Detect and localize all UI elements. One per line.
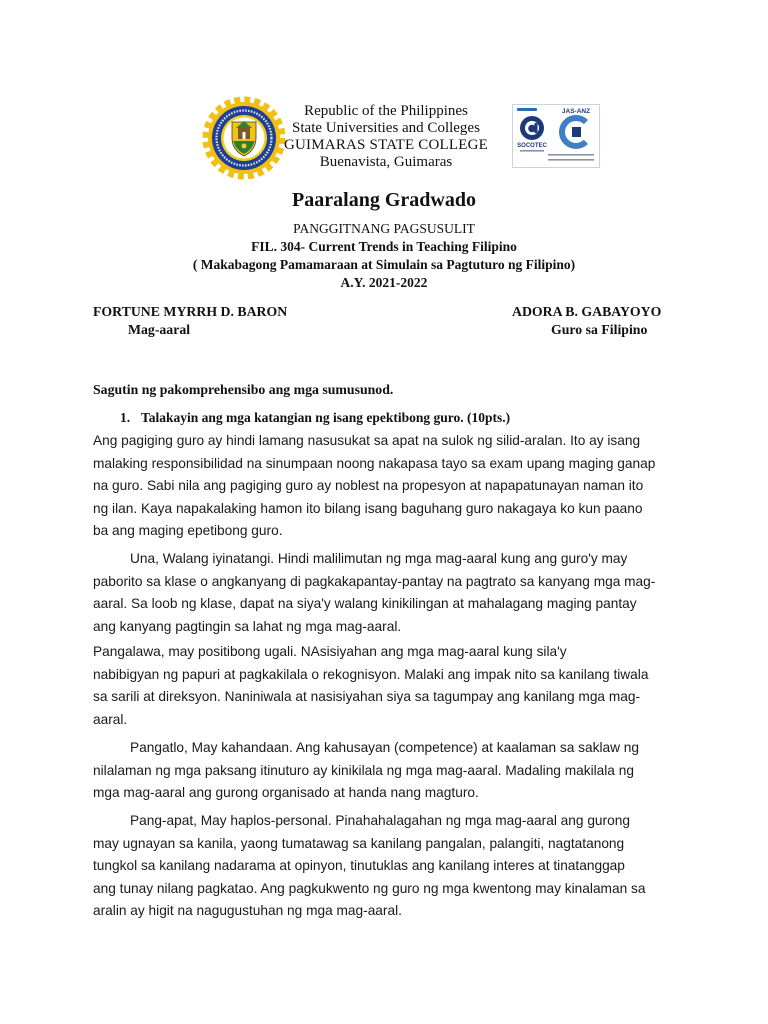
institution-header: [236, 103, 536, 171]
answer-line: Una, Walang iyinatangi. Hindi malilimutan ng mga mag-aaral kung ang guro'y may: [130, 551, 628, 566]
badge-wordmark-bar: [517, 108, 537, 111]
answer-line: aralin ay higit na nagugustuhan ng mga mag-aaral.: [93, 903, 402, 918]
badge-cert-line-1: [548, 154, 594, 156]
answer-line: malaking responsibilidad na sinumpaan noong nakapasa tayo sa exam upang maging ganap: [93, 455, 656, 471]
socotec-letter-stem: [535, 123, 538, 133]
answer-line: Pang-apat, May haplos-personal. Pinahahalagahan ng mga mag-aaral ang gurong: [130, 813, 630, 828]
answer-line: sa sarili at direksyon. Naniniwala at nasisiyahan siya sa tagumpay ang kanilang mga mag-: [93, 689, 641, 704]
course-title: FIL. 304- Current Trends in Teaching Filipino: [251, 239, 517, 254]
answer-line: aaral.: [93, 711, 128, 727]
answer-line: na guro. Sabi nila ang pagiging guro ay noblest na propesyon at napapatunayan naman ito: [93, 478, 644, 493]
answer-line: paborito sa klase o angkanyang di pagkakapantay-pantay na pagtrato sa kanyang mga mag-: [93, 573, 656, 589]
answer-line: ang tunay nilang pagkatao. Ang pagkukwento ng guro ng mga kwentong may kinalaman sa: [93, 880, 646, 896]
answer-line: ng ilan. Kaya napakalaking hamon ito bilang isang baguhang guro nakagaya ko kun paano: [93, 500, 643, 516]
teacher-role: Guro sa Filipino: [551, 322, 648, 337]
answer-line: ba ang maging epetibong guro.: [93, 523, 283, 538]
answer-paragraph-5: [93, 810, 645, 923]
teacher-name: ADORA B. GABAYOYO: [512, 304, 662, 319]
question-number: 1.: [120, 410, 131, 425]
answer-line: aaral. Sa loob ng klase, dapat na siya'y walang kinikilingan at mahalagang maging pantay: [93, 596, 637, 611]
answer-paragraph-4: [93, 737, 639, 805]
badge-reg-line: [520, 150, 544, 152]
school-title: Paaralang Gradwado: [292, 189, 476, 211]
answer-line: Pangatlo, May kahandaan. Ang kahusayan (competence) at kaalaman sa saklaw ng: [130, 740, 640, 755]
academic-year: A.Y. 2021-2022: [340, 275, 428, 290]
answer-line: mga mag-aaral ang gurong organisado at handa nang magturo.: [93, 785, 479, 800]
answer-line: Ang pagiging guro ay hindi lamang nasusukat sa apat na sulok ng silid-aralan. Ito ay isang: [93, 433, 641, 448]
jas-anz-square-mark: [572, 127, 581, 137]
student-name: FORTUNE MYRRH D. BARON: [93, 304, 288, 319]
socotec-lettering: SOCOTEC: [517, 143, 547, 149]
student-role: Mag-aaral: [128, 322, 191, 337]
republic-line: Republic of the Philippines: [304, 103, 468, 119]
answer-line: nabibigyan ng papuri at pagkakilala o rekognisyon. Malaki ang impak nito sa kanilang tiwala: [93, 666, 649, 682]
answer-paragraph-1: [93, 430, 655, 543]
instruction-text: Sagutin ng pakomprehensibo ang mga sumusunod.: [93, 382, 394, 397]
badge-cert-line-2: [548, 159, 594, 161]
answer-paragraph-2: [93, 548, 655, 638]
jas-anz-lettering: JAS-ANZ: [561, 108, 591, 115]
college-name: GUIMARAS STATE COLLEGE: [283, 137, 489, 153]
teacher-block: [512, 303, 661, 339]
suc-line: State Universities and Colleges: [292, 120, 480, 136]
answer-line: ang kanyang pagtingin sa lahat ng mga mag-aaral.: [93, 618, 402, 634]
certification-badge-icon: [512, 104, 600, 168]
answer-paragraph-3: [93, 641, 648, 731]
student-block: [93, 303, 287, 339]
answer-line: nilalaman ng mga paksang itinuturo ay kinikilala ng mga mag-aaral. Madaling makilala ng: [93, 762, 634, 778]
exam-title: PANGGITNANG PAGSUSULIT: [293, 221, 475, 236]
course-subtitle: ( Makabagong Pamamaraan at Simulain sa Pagtuturo ng Filipino): [192, 257, 576, 272]
exam-header: [134, 220, 634, 292]
answer-line: may ugnayan sa kanila, yaong tumatawag sa kanilang pangalan, palangiti, nagtatanong: [93, 835, 625, 851]
answer-line: tungkol sa kanilang nadarama at opinyon, tinutuklas ang kanilang interes at tinatanggap: [93, 858, 625, 873]
answer-line: Pangalawa, may positibong ugali. NAsisiyahan ang mga mag-aaral kung sila'y: [93, 644, 567, 659]
college-location: Buenavista, Guimaras: [319, 154, 453, 170]
question-text: Talakayin ang mga katangian ng isang epektibong guro. (10pts.): [141, 410, 511, 425]
